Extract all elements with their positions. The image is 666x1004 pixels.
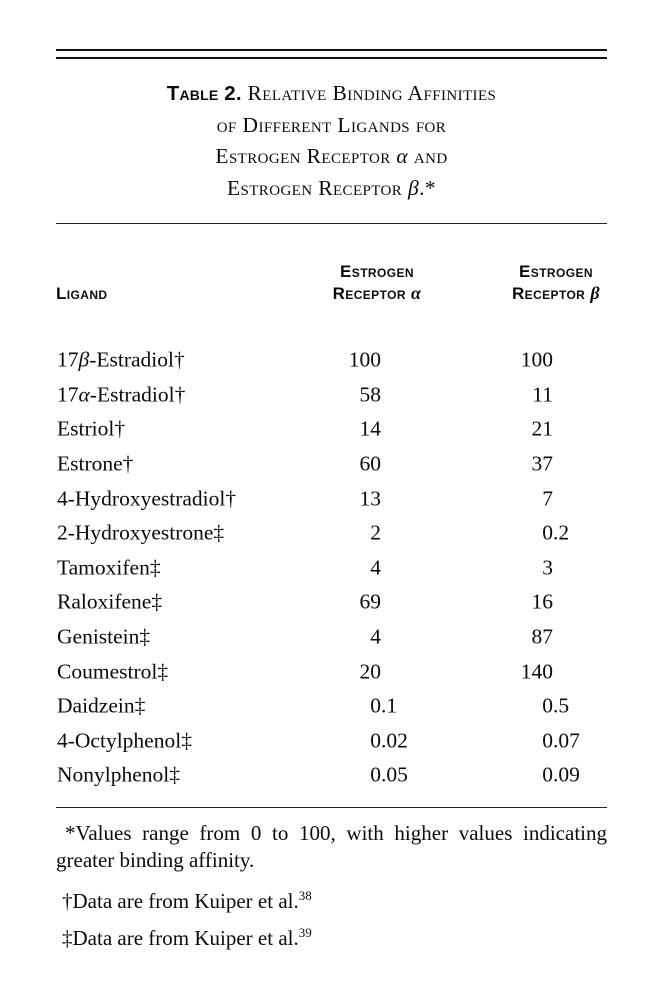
er-beta-value: 7 [542,486,553,511]
er-alpha-value: 100 [348,347,381,372]
table-title-line: Estrogen Receptor α and [215,144,448,168]
er-alpha-value-fraction: .05 [381,762,408,787]
ligand-cell: Daidzein‡ [57,693,146,718]
table-row [56,412,607,447]
er-alpha-value: 0 [370,693,381,718]
er-beta-value: 140 [520,659,553,684]
er-beta-value: 16 [531,589,553,614]
alpha-symbol: α [411,283,422,304]
double-dagger-marker: ‡ [62,925,73,950]
table-row [56,758,607,793]
ligand-cell: Nonylphenol‡ [57,762,181,787]
column-header-er-alpha [333,261,422,305]
binding-affinity-table-body [56,343,607,793]
er-beta-value: 0 [542,520,553,545]
table-row [56,343,607,378]
er-alpha-value: 4 [370,624,381,649]
er-beta-value: 3 [542,555,553,580]
table-title-line: of Different Ligands for [216,112,447,137]
er-beta-header-line1: Estrogen [519,262,593,282]
column-header-er-beta [512,261,600,305]
er-beta-value: 21 [531,416,553,441]
footnote-dagger: †Data are from Kuiper et al.$^{38}$ [62,888,312,913]
table-row [56,551,607,586]
er-beta-value: 100 [520,347,553,372]
er-beta-value-fraction: .2 [553,520,570,545]
er-beta-header-line2: Receptor β [511,283,601,304]
footnotes [56,820,607,961]
er-alpha-value: 20 [359,659,381,684]
er-alpha-value-fraction: .02 [381,728,408,753]
table-title-line: Estrogen Receptor β.* [226,175,437,200]
table-row [56,585,607,620]
footnote-asterisk: *Values range from 0 to 100, with higher values indicating greater binding affinity. [56,821,607,872]
er-beta-value-fraction: .07 [553,728,580,753]
er-beta-value: 0 [542,762,553,787]
column-header-ligand-label: Ligand [56,284,108,304]
er-alpha-value: 69 [359,589,381,614]
table-row [56,481,607,516]
table-title-line: Table 2. Relative Binding Affinities [166,81,497,105]
er-alpha-value: 58 [359,382,381,407]
er-alpha-value: 0 [370,762,381,787]
asterisk-marker: * [65,821,76,845]
column-header-ligand [56,283,107,305]
table-row [56,620,607,655]
er-beta-value: 11 [532,382,553,407]
er-beta-value: 0 [542,693,553,718]
er-alpha-header-line2: Receptor α [332,283,422,304]
er-beta-value: 37 [531,451,553,476]
er-alpha-value: 4 [370,555,381,580]
ligand-cell: 4-Octylphenol‡ [57,728,192,753]
ligand-cell: Estriol† [57,416,126,441]
table-row [56,689,607,724]
dagger-marker: † [62,889,73,913]
er-beta-value-fraction: .5 [553,693,570,718]
er-alpha-value: 60 [359,451,381,476]
ligand-cell: 17β-Estradiol† [57,347,185,372]
ligand-cell: Estrone† [57,451,134,476]
er-beta-value-fraction: .09 [553,762,580,787]
er-alpha-value: 2 [370,520,381,545]
er-beta-value: 87 [531,624,553,649]
ligand-cell: Tamoxifen‡ [57,555,161,580]
er-alpha-header-line1: Estrogen [340,262,414,282]
ligand-cell: Coumestrol‡ [57,659,169,684]
top-double-rule [56,49,607,59]
er-alpha-value: 13 [359,486,381,511]
footnote-double-dagger: ‡Data are from Kuiper et al.$^{39}$ [62,924,312,950]
ligand-cell: Raloxifene‡ [57,589,163,614]
table-row [56,378,607,413]
ligand-cell: Genistein‡ [57,624,151,649]
beta-symbol: β [590,283,601,304]
title-separator-rule [56,223,607,224]
er-alpha-value: 0 [370,728,381,753]
table-bottom-rule [56,807,607,808]
reference-39: 39 [298,924,312,940]
ligand-cell: 4-Hydroxyestradiol† [57,486,237,511]
er-beta-value: 0 [542,728,553,753]
table-row [56,724,607,759]
table-row [56,447,607,482]
table-row [56,516,607,551]
table-header-row [56,255,607,305]
reference-38: 38 [298,888,312,903]
er-alpha-value-fraction: .1 [381,693,398,718]
ligand-cell: 17α-Estradiol† [57,382,186,407]
table-title [56,78,607,204]
er-alpha-value: 14 [359,416,381,441]
ligand-cell: 2-Hydroxyestrone‡ [57,520,225,545]
table-row [56,654,607,689]
